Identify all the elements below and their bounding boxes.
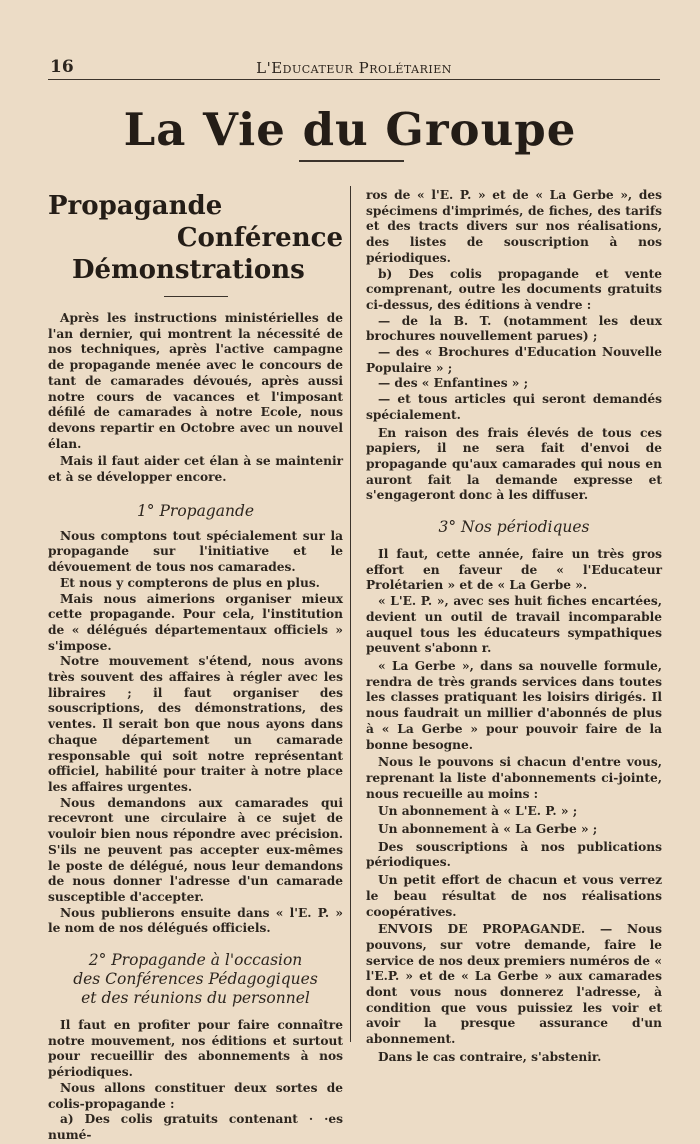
page-title: La Vie du Groupe xyxy=(123,103,577,156)
right-column xyxy=(366,188,662,1066)
list-item: — de la B. T. (notamment les deux brochures nouvellement parues) ; xyxy=(366,313,662,344)
paragraph: Mais nous aimerions organiser mieux cette propagande. Pour cela, l'institution de « délégués départementaux officiels » s'impose. xyxy=(48,591,343,653)
paragraph: Nous le pouvons si chacun d'entre vous, reprenant la liste d'abonnements ci-jointe, nous recueille au moins : xyxy=(366,755,662,801)
paragraph: Dans le cas contraire, s'abstenir. xyxy=(378,1049,602,1064)
running-header xyxy=(48,57,660,80)
subheading-periodiques: 3° Nos périodiques xyxy=(438,518,590,537)
subheading-line: 2° Propagande à l'occasion xyxy=(88,951,303,970)
page-number: 16 xyxy=(50,57,74,77)
subheading-conferences xyxy=(48,951,343,1008)
list-item: Un abonnement à « L'E. P. » ; xyxy=(378,804,578,819)
paragraph: Il faut en profiter pour faire connaître notre mouvement, nos éditions et surtout pour recueillir des abonnements à nos périodiques. xyxy=(48,1018,343,1080)
paragraph: Mais il faut aider cet élan à se maintenir et à se développer encore. xyxy=(48,454,343,485)
list-item: — et tous articles qui seront demandés spécialement. xyxy=(366,392,662,422)
paragraph: Et nous y compterons de plus en plus. xyxy=(60,575,320,590)
left-column xyxy=(48,190,343,1144)
paragraph: En raison des frais élevés de tous ces papiers, il ne sera fait d'envoi de propagande qu'aux camarades qui nous en auront fait la demande expresse et s'engageront donc à les diffuser. xyxy=(366,425,662,503)
paragraph: Des souscriptions à nos publications périodiques. xyxy=(366,839,662,870)
section-title-line3: Démonstrations xyxy=(72,255,305,285)
paragraph: b) Des colis propagande et vente comprenant, outre les documents gratuits ci-dessus, des éditions à vendre : xyxy=(366,266,662,312)
paragraph: Nous comptons tout spécialement sur la propagande sur l'initiative et le dévouement de tous nos camarades. xyxy=(48,528,343,575)
title-rule xyxy=(299,160,404,162)
paragraph: « La Gerbe », dans sa nouvelle formule, rendra de très grands services dans toutes les classes pratiquant les loisirs dirigés. Il nous faudrait un millier d'abonnés de plus à « La Gerbe » pour pouvoir faire de la bonne besogne. xyxy=(366,658,662,752)
paragraph: Notre mouvement s'étend, nous avons très souvent des affaires à régler avec les libraires ; il faut organiser des souscriptions, des démonstrations, des ventes. Il serait bon que nous ayons dans chaque département un camarade responsable qui soit notre représentant officiel, habilité pour traiter à notre place les affaires urgentes. xyxy=(48,654,343,794)
section-title-line2: Conférence xyxy=(176,223,343,253)
section-title-line1: Propagande xyxy=(48,191,223,221)
list-item: — des « Enfantines » ; xyxy=(378,376,529,391)
list-item: — des « Brochures d'Education Nouvelle Populaire » ; xyxy=(366,345,662,375)
subheading-line: et des réunions du personnel xyxy=(81,989,310,1008)
paragraph: Il faut, cette année, faire un très gros effort en faveur de « l'Educateur Prolétarien » et de « La Gerbe ». xyxy=(366,547,662,593)
paragraph: « L'E. P. », avec ses huit fiches encartées, devient un outil de travail incomparable auquel tous les éducateurs sympathiques peuvent s'abonn r. xyxy=(366,594,662,656)
paragraph: a) Des colis gratuits contenant · ·es numé- xyxy=(48,1112,343,1142)
paragraph: ENVOIS DE PROPAGANDE. — Nous pouvons, sur votre demande, faire le service de nos deux premiers numéros de « l'E.P. » et de « La Gerbe » aux camarades dont vous nous donnerez l'adresse, à condition que vous puissiez les voir et avoir la presque assurance d'un abonnement. xyxy=(366,922,662,1047)
paragraph: Nous demandons aux camarades qui recevront une circulaire à ce sujet de vouloir bien nous répondre avec précision. S'ils ne peuvent pas accepter eux-mêmes le poste de délégué, nous leur demandons de nous donner l'adresse d'un camarade susceptible d'accepter. xyxy=(48,795,343,904)
subheading-propagande: 1° Propagande xyxy=(136,501,255,520)
list-item: Un abonnement à « La Gerbe » ; xyxy=(378,822,598,837)
column-divider xyxy=(350,186,351,1042)
paragraph: Un petit effort de chacun et vous verrez le beau résultat de nos réalisations coopératives. xyxy=(366,873,662,919)
paragraph: Nous allons constituer deux sortes de colis-propagande : xyxy=(48,1080,343,1111)
subheading-line: des Conférences Pédagogiques xyxy=(73,970,318,989)
running-title: L'Educateur Prolétarien xyxy=(256,59,452,77)
paragraph: ros de « l'E. P. » et de « La Gerbe », des spécimens d'imprimés, de fiches, des tarifs et des tracts divers sur nos réalisations, des listes de souscription à nos périodiques. xyxy=(366,188,662,265)
section-rule xyxy=(164,296,228,297)
paragraph: Nous publierons ensuite dans « l'E. P. » le nom de nos délégués officiels. xyxy=(48,905,343,936)
paragraph: Après les instructions ministérielles de l'an dernier, qui montrent la nécessité de nos techniques, après l'active campagne de propagande menée avec le concours de tant de camarades dévoués, après aussi notre cours de vacances et l'imposant défilé de camarades à notre Ecole, nous devons repartir en Octobre avec un nouvel élan. xyxy=(48,311,343,451)
